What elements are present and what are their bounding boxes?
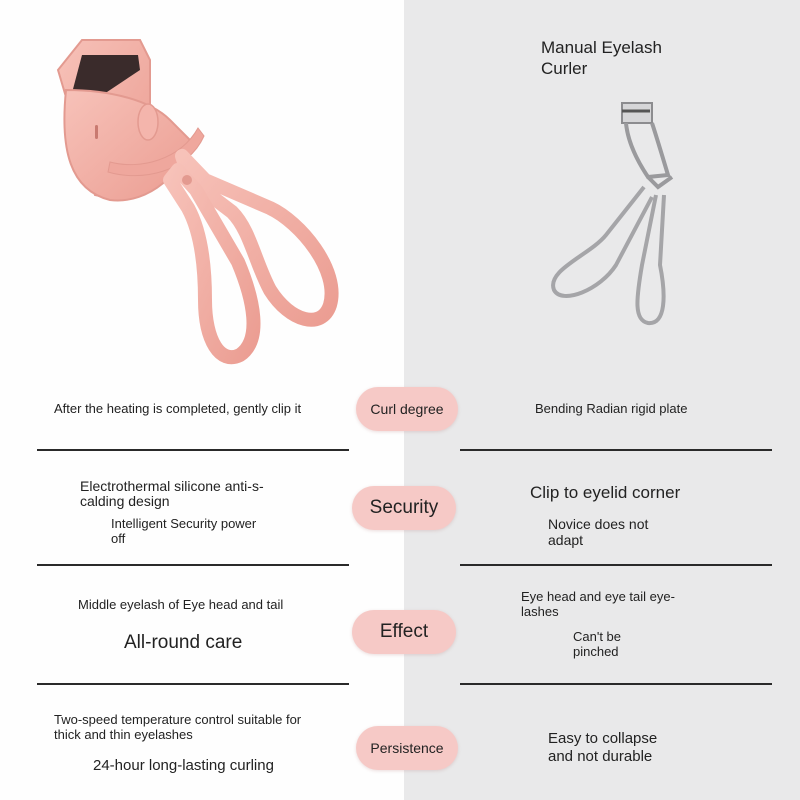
effect-label: Effect xyxy=(379,621,429,642)
heated-curl-degree-text: After the heating is completed, gently clip it xyxy=(54,401,302,416)
manual-effect-subtext: Can't be pinched xyxy=(573,629,622,659)
row-divider-right xyxy=(460,683,772,685)
manual-curl-degree-text: Bending Radian rigid plate xyxy=(535,401,688,416)
security-badge xyxy=(352,486,456,530)
manual-persistence-text: Easy to collapse and not durable xyxy=(548,730,658,765)
manual-effect-text: Eye head and eye tail eye- lashes xyxy=(521,589,675,619)
curl-degree-badge xyxy=(356,387,458,431)
persistence-badge xyxy=(356,726,458,770)
heated-effect-subtext: All-round care xyxy=(124,632,243,653)
manual-curler-title: Manual Eyelash Curler xyxy=(541,38,662,78)
row-divider-left xyxy=(37,683,349,685)
security-label: Security xyxy=(369,497,439,518)
heated-persistence-subtext: 24-hour long-lasting curling xyxy=(93,757,274,774)
heated-security-subtext: Intelligent Security power off xyxy=(111,516,257,546)
row-divider-right xyxy=(460,449,772,451)
row-divider-left xyxy=(37,564,349,566)
manual-eyelash-curler-icon xyxy=(540,95,740,335)
manual-security-text: Clip to eyelid corner xyxy=(530,483,681,502)
curl-degree-label: Curl degree xyxy=(370,401,444,417)
effect-badge xyxy=(352,610,456,654)
heated-persistence-text: Two-speed temperature control suitable for thick and thin eyelashes xyxy=(54,712,302,742)
row-divider-right xyxy=(460,564,772,566)
heated-security-text: Electrothermal silicone anti-s- calding design xyxy=(80,478,264,509)
row-divider-left xyxy=(37,449,349,451)
heated-eyelash-curler-icon xyxy=(0,0,360,380)
manual-security-subtext: Novice does not adapt xyxy=(548,516,649,548)
heated-effect-text: Middle eyelash of Eye head and tail xyxy=(78,597,284,612)
persistence-label: Persistence xyxy=(370,740,444,756)
